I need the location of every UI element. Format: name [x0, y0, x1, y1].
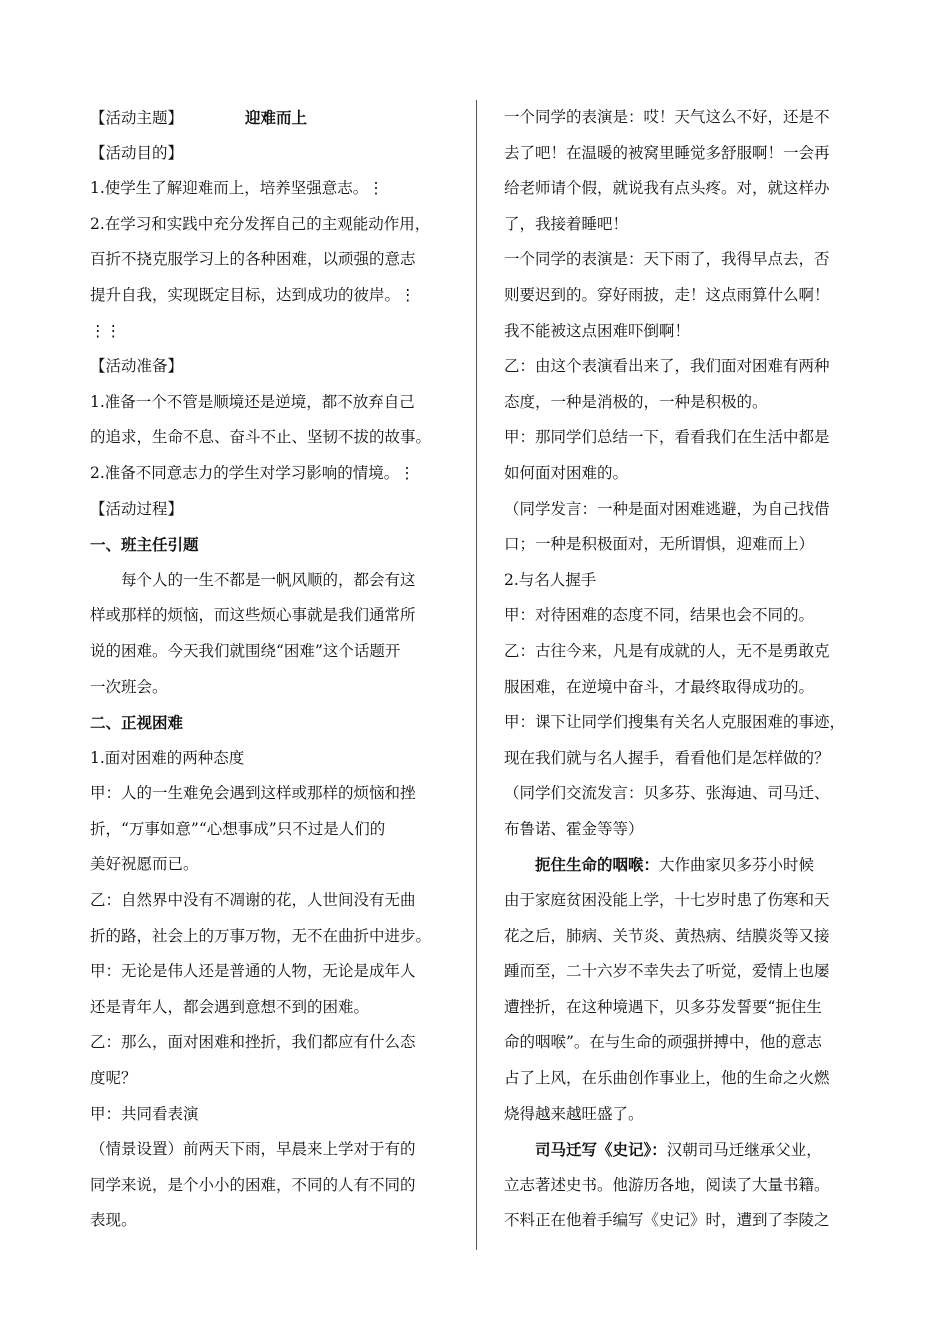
text-line: （同学们交流发言：贝多芬、张海迪、司马迁、 [504, 784, 830, 803]
text-line: 立志著述史书。他游历各地，阅读了大量书籍。 [504, 1175, 830, 1194]
text-line: 2.与名人握手 [504, 570, 597, 589]
text-line: 命的咽喉”。在与生命的顽强拼搏中，他的意志 [504, 1033, 822, 1052]
text-line: 百折不挠克服学习上的各种困难，以顽强的意志 [90, 250, 416, 269]
text-line: 乙：由这个表演看出来了，我们面对困难有两种 [504, 357, 830, 376]
text-line: 的追求，生命不息、奋斗不止、坚韧不拔的故事。 [90, 428, 432, 447]
text-line: 乙：那么，面对困难和挫折，我们都应有什么态 [90, 1033, 416, 1052]
section-heading-face-difficulty: 二、正视困难 [90, 713, 184, 733]
text-line: 去了吧！在温暖的被窝里睡觉多舒服啊！一会再 [504, 143, 830, 162]
beethoven-story-title: 扼住生命的咽喉： [535, 855, 660, 875]
text-line: 每个人的一生不都是一帆风顺的，都会有这 [121, 570, 416, 589]
text-line: 折，“万事如意”“心想事成”只不过是人们的 [90, 819, 386, 838]
text-line: ⋮⋮ [90, 321, 121, 340]
text-line: （同学发言：一种是面对困难逃避，为自己找借 [504, 499, 830, 518]
theme-title: 迎难而上 [245, 108, 308, 127]
text-line: 乙：古往今来，凡是有成就的人，无不是勇敢克 [504, 641, 830, 660]
text-line: 同学来说，是个小小的困难，不同的人有不同的 [90, 1175, 416, 1194]
text-line: 折的路，社会上的万事万物，无不在曲折中进步。 [90, 926, 432, 945]
text-line: 则要迟到的。穿好雨披，走！这点雨算什么啊！ [504, 285, 830, 304]
text-line: 提升自我，实现既定目标，达到成功的彼岸。⋮ [90, 285, 416, 304]
text-line: 2.在学习和实践中充分发挥自己的主观能动作用， [90, 214, 431, 233]
text-line: 遭挫折，在这种境遇下，贝多芬发誓要“扼住生 [504, 997, 822, 1016]
text-line: 由于家庭贫困没能上学，十七岁时患了伤寒和天 [504, 891, 830, 910]
text-line: 现在我们就与名人握手，看看他们是怎样做的？ [504, 748, 830, 767]
text-line: 1.使学生了解迎难而上，培养坚强意志。⋮ [90, 179, 384, 198]
right-column [504, 100, 862, 1239]
sima-story-first-line [504, 1132, 862, 1168]
text-line: 一个同学的表演是：天下雨了，我得早点去，否 [504, 250, 830, 269]
text-line: 说的困难。今天我们就围绕“困难”这个话题开 [90, 641, 401, 660]
text-line: 态度，一种是消极的，一种是积极的。 [504, 392, 768, 411]
theme-label: 【活动主题】 [90, 109, 184, 127]
text-line: 度呢？ [90, 1069, 137, 1088]
column-divider [476, 100, 477, 1250]
text-line: 甲：课下让同学们搜集有关名人克服困难的事迹， [504, 713, 846, 732]
text-line: 踵而至，二十六岁不幸失去了听觉，爱情上也屡 [504, 962, 830, 981]
text-line: 甲：人的一生难免会遇到这样或那样的烦恼和挫 [90, 784, 416, 803]
text-line: 一个同学的表演是：哎！天气这么不好，还是不 [504, 108, 830, 126]
text-line: 布鲁诺、霍金等等） [504, 819, 644, 838]
text-line: 1.准备一个不管是顺境还是逆境，都不放弃自己 [90, 392, 415, 411]
text-line: 花之后，肺病、关节炎、黄热病、结膜炎等又接 [504, 926, 830, 945]
text-line: 口；一种是积极面对，无所谓惧，迎难而上） [504, 535, 815, 554]
preparation-heading: 【活动准备】 [90, 357, 184, 376]
text-line: 美好祝愿而已。 [90, 855, 199, 874]
text-line: 一次班会。 [90, 677, 168, 696]
text-line: 甲：共同看表演 [90, 1104, 199, 1123]
activity-theme-line [90, 100, 458, 136]
text-line: 还是青年人，都会遇到意想不到的困难。 [90, 997, 370, 1016]
text-line: 我不能被这点困难吓倒啊！ [504, 321, 691, 340]
text-line: （情景设置）前两天下雨，早晨来上学对于有的 [90, 1140, 416, 1159]
text-line: 甲：对待困难的态度不同，结果也会不同的。 [504, 606, 815, 625]
beethoven-story-text: 大作曲家贝多芬小时候 [659, 856, 815, 875]
text-line: 1.面对困难的两种态度 [90, 748, 245, 767]
text-line: 占了上风，在乐曲创作事业上，他的生命之火燃 [504, 1069, 830, 1088]
text-line: 样或那样的烦恼，而这些烦心事就是我们通常所 [90, 606, 416, 625]
text-line: 2.准备不同意志力的学生对学习影响的情境。⋮ [90, 463, 415, 482]
text-line: 给老师请个假，就说我有点头疼。对，就这样办 [504, 179, 830, 198]
sima-story-title: 司马迁写《史记》： [535, 1140, 667, 1160]
section-heading-intro: 一、班主任引题 [90, 535, 199, 555]
text-line: 表现。 [90, 1211, 137, 1230]
text-line: 甲：无论是伟人还是普通的人物，无论是成年人 [90, 962, 416, 981]
text-line: 如何面对困难的。 [504, 463, 629, 482]
text-line: 烧得越来越旺盛了。 [504, 1104, 644, 1123]
sima-story-text: 汉朝司马迁继承父业， [666, 1141, 822, 1160]
text-line: 不料正在他着手编写《史记》时，遭到了李陵之 [504, 1211, 830, 1230]
purpose-heading: 【活动目的】 [90, 143, 184, 162]
text-line: 了，我接着睡吧！ [504, 214, 629, 233]
process-heading: 【活动过程】 [90, 499, 184, 518]
text-line: 服困难，在逆境中奋斗，才最终取得成功的。 [504, 677, 815, 696]
left-column [90, 100, 458, 1239]
beethoven-story-first-line [504, 847, 862, 883]
text-line: 乙：自然界中没有不凋谢的花，人世间没有无曲 [90, 891, 416, 910]
text-line: 甲：那同学们总结一下，看看我们在生活中都是 [504, 428, 830, 447]
